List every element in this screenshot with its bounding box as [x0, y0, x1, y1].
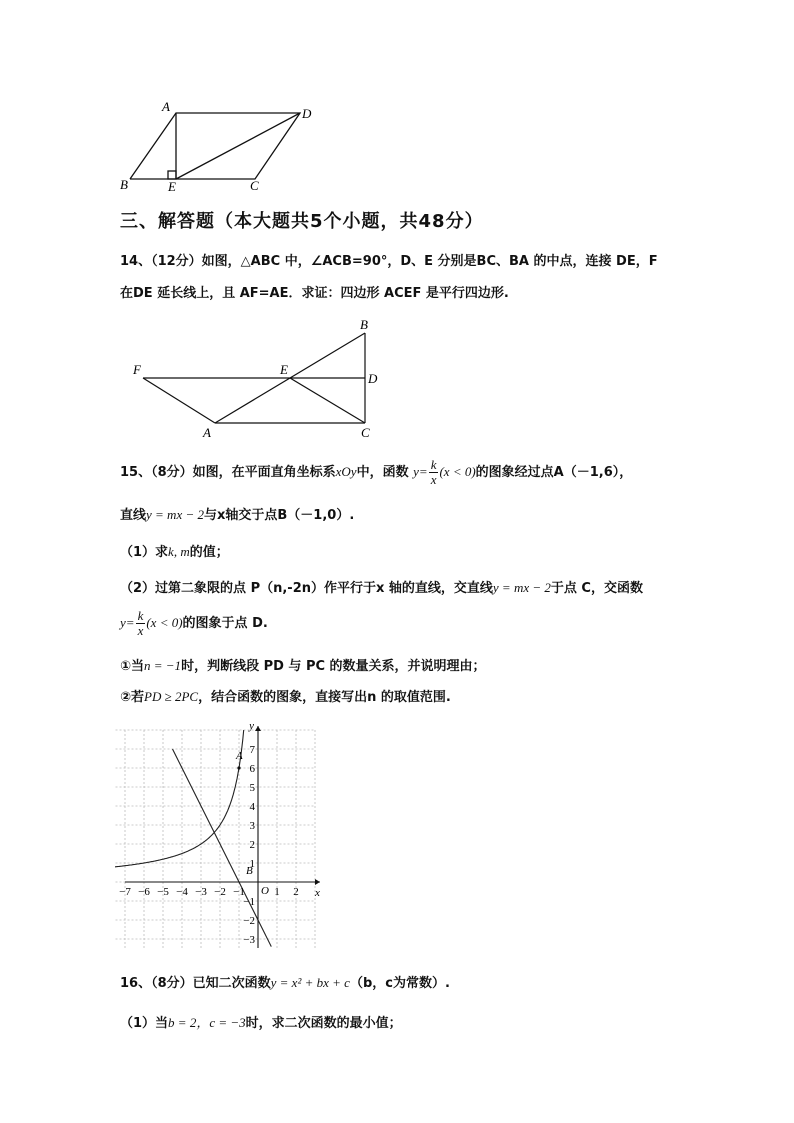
- q15-case1: [120, 655, 486, 674]
- x-tick-label: −3: [195, 886, 207, 898]
- p2-func-eq: =: [125, 615, 135, 630]
- p2-func-y: y: [120, 615, 126, 630]
- origin-label: O: [261, 885, 269, 897]
- y-tick-label: −3: [243, 934, 255, 946]
- line-eq: y = mx − 2: [146, 507, 204, 522]
- q15-coord: xOy: [335, 464, 357, 479]
- q16-p1b: 时，求二次函数的最小值；: [245, 1016, 402, 1031]
- func-cond: (x < 0): [439, 464, 476, 479]
- y-tick-label: 4: [249, 801, 255, 813]
- func-fraction: [429, 458, 439, 487]
- q15-p1a: （1）求: [120, 545, 169, 560]
- q15-c1-math: n = −1: [144, 658, 182, 673]
- x-tick-label: −7: [119, 886, 131, 898]
- q15-part1: [120, 541, 229, 560]
- q15-p1b: 的值；: [189, 545, 229, 560]
- label-C: C: [250, 178, 259, 193]
- x-tick-label: 2: [293, 886, 299, 898]
- q15-p2c: 的图象于点 D.: [182, 616, 268, 631]
- q15-l2b: 与x轴交于点B（－1,0）.: [204, 508, 355, 523]
- q14-label-A: A: [203, 425, 211, 440]
- func-den: x: [430, 472, 437, 487]
- p2-func-num: k: [137, 608, 144, 623]
- y-tick-label: −2: [243, 915, 255, 927]
- y-tick-label: 1: [249, 858, 255, 870]
- q15-c2b: ，结合函数的图象，直接写出n 的取值范围.: [198, 690, 451, 705]
- p2-func-fraction: [136, 609, 146, 638]
- q15-c2-math: PD ≥ 2PC: [144, 689, 199, 704]
- q14-label-F: F: [133, 362, 141, 377]
- q15-c1a: ①当: [120, 659, 145, 674]
- hyperbola-curve: [115, 730, 244, 867]
- q15-part2-cont: [120, 606, 268, 641]
- q14-label-C: C: [361, 425, 370, 440]
- coordinate-graph: [115, 720, 335, 950]
- q15-l2a: 直线: [120, 508, 147, 523]
- x-tick-label: −4: [176, 886, 188, 898]
- q16-eq: y = x² + bx + c: [270, 975, 350, 990]
- q15-p1-vars: k, m: [168, 544, 190, 559]
- p2-func-den: x: [137, 623, 144, 638]
- q14-label-B: B: [360, 317, 368, 332]
- y-tick-label: 2: [249, 839, 255, 851]
- point-B-label: B: [246, 865, 253, 877]
- y-tick-label: 6: [249, 763, 255, 775]
- y-tick-label: −1: [243, 896, 255, 908]
- graph-grid: [115, 730, 315, 949]
- func-num: k: [430, 457, 437, 472]
- section-title: 三、解答题（本大题共5个小题，共48分）: [120, 211, 484, 232]
- q16-l1b: （b，c为常数）.: [349, 976, 450, 991]
- x-tick-label: −5: [157, 886, 169, 898]
- x-axis-label: x: [315, 887, 320, 899]
- q15-line2: [120, 504, 354, 523]
- q15-part2: [120, 577, 643, 596]
- q16-l1a: 16、（8分）已知二次函数: [120, 976, 271, 991]
- y-tick-labels: [243, 744, 255, 946]
- label-D: D: [302, 106, 312, 121]
- q14-label-E: E: [280, 362, 288, 377]
- q16-part1: [120, 1012, 402, 1031]
- q15-c2a: ②若: [120, 690, 145, 705]
- label-E: E: [168, 179, 176, 194]
- x-tick-label: −6: [138, 886, 150, 898]
- q15-l1b: 中，函数: [356, 465, 409, 480]
- q15-case2: [120, 686, 451, 705]
- func-y: y: [413, 464, 419, 479]
- y-tick-label: 5: [249, 782, 255, 794]
- y-tick-label: 7: [249, 744, 255, 756]
- q14-line2: 在DE 延长线上，且 AF=AE．求证：四边形 ACEF 是平行四边形.: [120, 286, 509, 301]
- x-tick-label: 1: [274, 886, 280, 898]
- q16-p1a: （1）当: [120, 1016, 169, 1031]
- func-eq: =: [418, 464, 428, 479]
- q14-label-D: D: [368, 371, 378, 386]
- y-axis-label: y: [249, 720, 254, 732]
- q14-figure: [125, 315, 395, 443]
- q16-p1-math: b = 2，c = −3: [168, 1015, 246, 1030]
- p2-func-cond: (x < 0): [146, 615, 183, 630]
- point-A-label: A: [236, 750, 243, 762]
- q15-p2a: （2）过第二象限的点 P（n,-2n）作平行于x 轴的直线，交直线: [120, 581, 493, 596]
- point-A: [237, 766, 240, 769]
- x-tick-labels: [119, 886, 299, 898]
- q15-c1b: 时，判断线段 PD 与 PC 的数量关系，并说明理由；: [181, 659, 486, 674]
- p2-line-eq: y = mx − 2: [492, 580, 551, 595]
- q16-line1: [120, 972, 450, 991]
- label-A: A: [162, 99, 170, 114]
- q15-line1: [120, 455, 632, 490]
- y-tick-label: 3: [249, 820, 255, 832]
- label-B: B: [120, 177, 128, 192]
- axis-arrows: [255, 726, 320, 885]
- q15-p2b: 于点 C，交函数: [550, 581, 643, 596]
- x-tick-label: −1: [233, 886, 245, 898]
- q14-line1: 14、（12分）如图，△ABC 中，∠ACB=90°，D、E 分别是BC、BA 的中点，连接 DE，F: [120, 254, 658, 269]
- line-y-mx-2: [173, 749, 272, 947]
- q15-l1a: 15、（8分）如图，在平面直角坐标系: [120, 465, 336, 480]
- x-tick-label: −2: [214, 886, 226, 898]
- parallelogram-figure: [110, 95, 330, 200]
- q15-l1c: 的图象经过点A（－1,6），: [475, 465, 633, 480]
